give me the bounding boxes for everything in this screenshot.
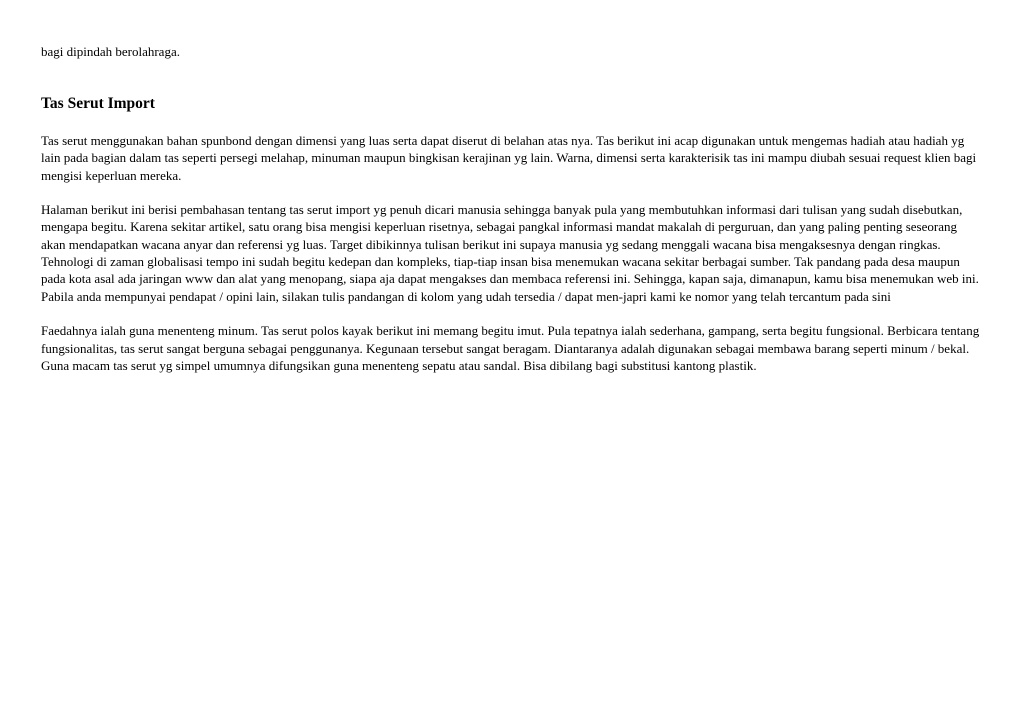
body-text xyxy=(41,132,981,391)
paragraph-2: Halaman berikut ini berisi pembahasan tentang tas serut import yg penuh dicari manusia sehingga banyak pula yang membutuhkan informasi dari tulisan yang sudah disebutkan, mengapa begitu. Karena sekitar artikel, satu orang bisa mengisi keperluan risetnya, sebagai pangkal informasi mandat makalah di perguruan, dan yang paling penting seseorang akan mendapatkan wacana anyar dan referensi yg luas. Target dibikinnya tulisan berikut ini supaya manusia yg sedang menggali wacana bisa mengaksesnya dengan ringkas. Tehnologi di zaman globalisasi tempo ini sudah begitu kedepan dan kompleks, tiap-tiap insan bisa menemukan wacana sekitar berbagai sumber. Tak pandang pada desa maupun pada kota asal ada jaringan www dan alat yang menopang, siapa aja dapat mengakses dan membaca referensi ini. Sehingga, kapan saja, dimanapun, kamu bisa menemukan web ini. Pabila anda mempunyai pendapat / opini lain, silakan tulis pandangan di kolom yang udah tersedia / dapat men-japri kami ke nomor yang telah tercantum pada sini xyxy=(41,202,979,304)
paragraph-3: Faedahnya ialah guna menenteng minum. Tas serut polos kayak berikut ini memang begitu imut. Pula tepatnya ialah sederhana, gampang, serta begitu fungsional. Berbicara tentang fungsionalitas, tas serut sangat berguna sebagai penggunanya. Kegunaan tersebut sangat beragam. Diantaranya adalah digunakan sebagai membawa barang seperti minum / bekal. Guna macam tas serut yg simpel umumnya difungsikan guna menenteng sepatu atau sandal. Bisa dibilang bagi substitusi kantong plastik. xyxy=(41,323,980,373)
paragraph-1: Tas serut menggunakan bahan spunbond dengan dimensi yang luas serta dapat diserut di belahan atas nya. Tas berikut ini acap digunakan untuk mengemas hadiah atau hadiah yg lain pada bagian dalam tas seperti persegi melahap, minuman maupun bingkisan kerajinan yg lain. Warna, dimensi serta karakterisik tas ini mampu diubah sesuai request klien bagi mengisi keperluan mereka. xyxy=(41,133,977,183)
intro-fragment: bagi dipindah berolahraga. xyxy=(41,44,180,59)
section-heading: Tas Serut Import xyxy=(41,95,155,112)
